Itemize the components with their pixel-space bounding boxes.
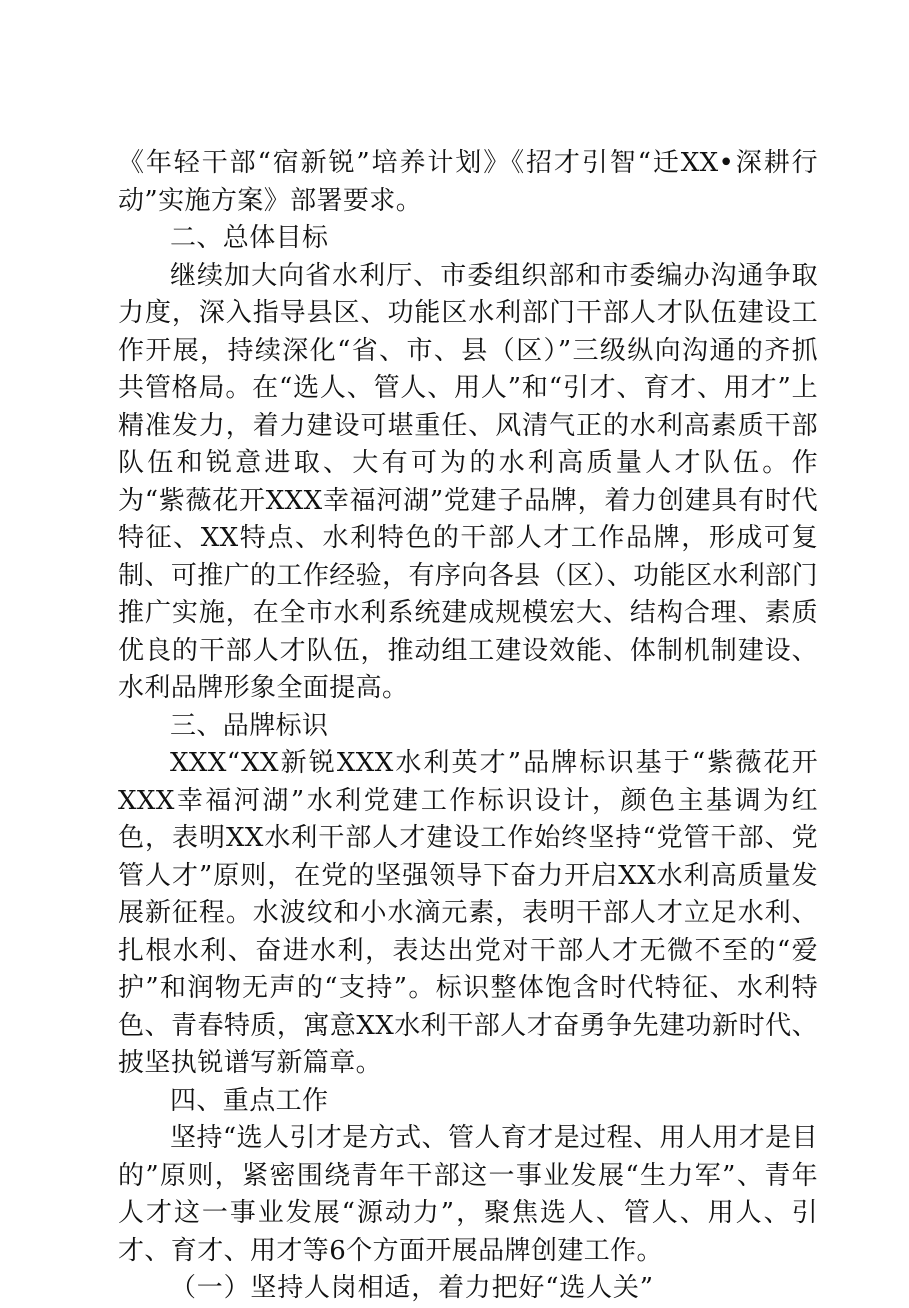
paragraph-key-work: 坚持“选人引才是方式、管人育才是过程、用人用才是目的”原则，紧密围绕青年干部这一事业发展“生力军”、青年人才这一事业发展“源动力”，聚焦选人、管人、用人、引才、育才、用才等6个方面开展品牌创建工作。 — [118, 1123, 818, 1266]
section-heading-key-work: 四、重点工作 — [170, 1085, 329, 1116]
section-heading-overall-goal: 二、总体目标 — [170, 223, 329, 253]
subsection-heading-selection: （一）坚持人岗相适，着力把好“选人关” — [170, 1273, 654, 1303]
paragraph-continuation: 《年轻干部“宿新锐”培养计划》《招才引智“迁XX•深耕行动”实施方案》部署要求。 — [118, 148, 818, 216]
paragraph-overall-goal: 继续加大向省水利厅、市委组织部和市委编办沟通争取力度，深入指导县区、功能区水利部门干部人才队伍建设工作开展，持续深化“省、市、县（区）”三级纵向沟通的齐抓共管格局。在“选人、管人、用人”和“引才、育才、用才”上精准发力，着力建设可堪重任、风清气正的水利高素质干部队伍和锐意进取、大有可为的水利高质量人才队伍。作为“紫薇花开XXX幸福河湖”党建子品牌，着力创建具有时代特征、XX特点、水利特色的干部人才工作品牌，形成可复制、可推广的工作经验，有序向各县（区）、功能区水利部门推广实施，在全市水利系统建成规模宏大、结构合理、素质优良的干部人才队伍，推动组工建设效能、体制机制建设、水利品牌形象全面提高。 — [118, 260, 818, 703]
paragraph-brand-logo: XXX“XX新锐XXX水利英才”品牌标识基于“紫薇花开XXX幸福河湖”水利党建工作标识设计，颜色主基调为红色，表明XX水利干部人才建设工作始终坚持“党管干部、党管人才”原则，在党的坚强领导下奋力开启XX水利高质量发展新征程。水波纹和小水滴元素，表明干部人才立足水利、扎根水利、奋进水利，表达出党对干部人才无微不至的“爱护”和润物无声的“支持”。标识整体饱含时代特征、水利特色、青春特质，寓意XX水利干部人才奋勇争先建功新时代、披坚执锐谱写新篇章。 — [118, 748, 818, 1078]
document-body — [118, 145, 818, 1308]
section-heading-brand-logo: 三、品牌标识 — [170, 710, 329, 741]
